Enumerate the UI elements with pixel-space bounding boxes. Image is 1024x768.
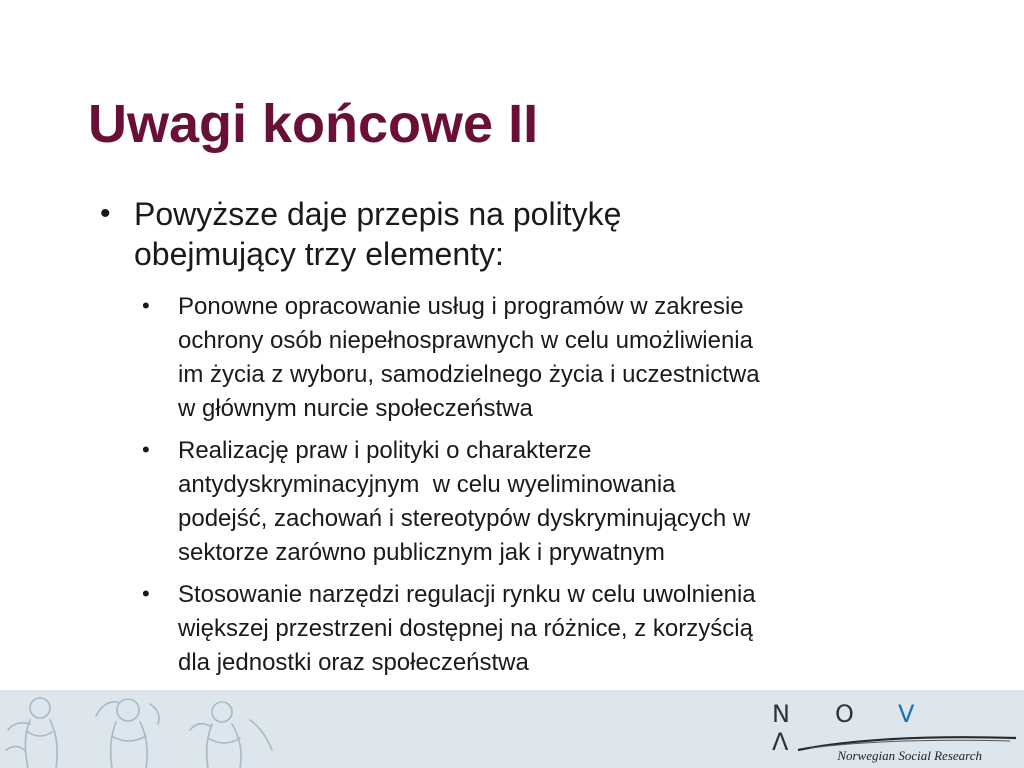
sub-bullet-1-line-2: ochrony osób niepełnosprawnych w celu umożliwienia xyxy=(178,327,753,354)
sub-bullet-2-line-1: Realizację praw i polityki o charakterze xyxy=(178,437,592,464)
sub-bullet-list xyxy=(142,290,980,680)
nova-logo xyxy=(760,698,1020,768)
sub-bullet-3 xyxy=(142,578,978,680)
logo-letter-o: O xyxy=(835,700,854,728)
sub-bullet-1-line-1: Ponowne opracowanie usług i programów w zakresie xyxy=(178,293,744,320)
classical-figures-decoration xyxy=(0,690,290,768)
main-bullet xyxy=(100,194,814,274)
sub-bullet-icon: • xyxy=(142,293,150,318)
slide-title: Uwagi końcowe II xyxy=(88,94,539,154)
logo-letter-v: V xyxy=(898,700,915,728)
sub-bullet-3-line-1: Stosowanie narzędzi regulacji rynku w celu uwolnienia xyxy=(178,581,756,608)
sub-bullet-1-line-3: im życia z wyboru, samodzielnego życia i uczestnictwa xyxy=(178,361,760,388)
sub-bullet-2 xyxy=(142,434,978,570)
sub-bullet-icon: • xyxy=(142,437,150,462)
sub-bullet-2-line-2: antydyskryminacyjnym w celu wyeliminowania xyxy=(178,471,676,498)
main-bullet-line-1: Powyższe daje przepis na politykę xyxy=(134,196,622,232)
bullet-icon: • xyxy=(100,197,111,230)
sub-bullet-1 xyxy=(142,290,978,426)
logo-tagline: Norwegian Social Research xyxy=(837,748,982,763)
sub-bullet-3-line-2: większej przestrzeni dostępnej na różnice, z korzyścią xyxy=(178,615,753,642)
sub-bullet-icon: • xyxy=(142,581,150,606)
slide-content xyxy=(100,194,980,688)
sub-bullet-2-line-3: podejść, zachowań i stereotypów dyskryminujących w xyxy=(178,505,751,532)
sub-bullet-3-line-3: dla jednostki oraz społeczeństwa xyxy=(178,649,529,676)
sub-bullet-1-line-4: w głównym nurcie społeczeństwa xyxy=(178,395,533,422)
main-bullet-line-2: obejmujący trzy elementy: xyxy=(134,236,504,272)
logo-letter-a: Λ xyxy=(772,728,789,756)
sub-bullet-2-line-4: sektorze zarówno publicznym jak i prywatnym xyxy=(178,539,665,566)
logo-letter-n: N xyxy=(772,700,790,728)
